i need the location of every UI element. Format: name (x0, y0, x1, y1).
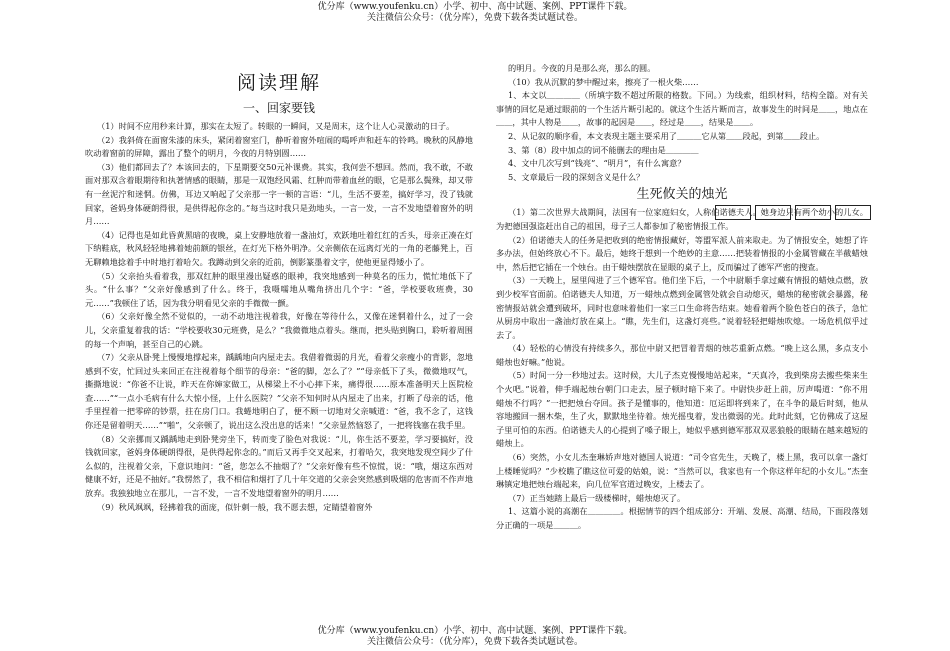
question: 4、文中几次写到“钱亮”、“明月”，有什么寓意？ (508, 158, 686, 169)
page-header (0, 2, 950, 24)
answer-box[interactable] (795, 205, 831, 220)
paragraph: （3）他们都回去了？本该回去的，下星期要交50元补课费。其实，我何尝不想回。然而，我不敢，不敢面对那双含着眼期待和执著情感的眼睛，那是一双饱经风霜、红肿而带着血丝的眼，它是那么鬓殊，却又带有一丝泥泞和迷惘。仿佛，耳边又响起了父亲那一字一顿的言语：“儿，生活不要差，搞好学习，没了钱就回家，爸妈身体硬朗得很，是供得起你念的。”每当这时我只是劲地头，一言一发，一言不发地望着窗外的明月…… (85, 161, 473, 227)
page-footer (0, 626, 950, 648)
paragraph: （5）时间一分一秒地过去。这时候，大儿子杰克慢慢地站起来，“天真冷，我到柴房去搬些柴来生个火吧。”说着，伸手端起烛台朝门口走去，屋子顿时暗下来了。中尉快步赶上前，厉声喝道：“你不用蜡烛不行吗？”一把把烛台夺回。孩子是懂事的，他知道：厄运即将到来了，在斗争的最后时刻，他从容地搬回一捆木柴，生了火，默默地坐待着。烛光摇曳着，发出微弱的光。此时此刻，它仿佛成了这屋子里可怕的东西。伯诺德夫人的心提到了嗓子眼上，她似乎感到德军那双双恶狼般的眼睛在越来越短的蜡烛上。 (496, 370, 868, 449)
question: 3、第（8）段中加点的词不能删去的理由是＿＿＿＿ (508, 144, 699, 155)
paragraph: （10）我从沉默的梦中醒过来，擦亮了一根火柴…… (508, 76, 699, 87)
paragraph: （7）父亲从卧凳上慢慢地撑起来，踽踽地向内屋走去。我借着微弱的月光，看着父亲瘦小的背影，忽地感到不安，忙回过头来回正在注视着每个细节的母亲：“爸的脚，怎么了？”“母亲低下了头，微微地叹气，撕撕地说：“你爸不让说，昨天在你婶家做工，从梯梁上不小心摔下来，痛得很……原本准备明天上医院检查……”“一点小毛病有什么大惊小怪，上什么医院？”父亲不知何时从内屋走了出来，打断了母亲的话，他手里捏着一把零碎的钞票，拄在房门口。我蜷地明白了，便不顾一切地对父亲喊道：“爸，我不念了，这钱你还是留着明天……”“啪”，父亲顿了，说出这么没出息的话来！”父亲显然恼怒了，一把将钱塞在我手里。 (85, 352, 473, 431)
answer-box[interactable] (755, 205, 791, 220)
answer-box[interactable] (715, 205, 751, 220)
paragraph: 的明月。今夜的月是那么亮，那么的圆。 (508, 63, 656, 73)
paragraph: （2）我斜倚在面窗朱漆的床头，紧闭着窗室门，静听着窗外喧闹的喝呼声和赶车的铃鸣。晚秋的风静地吹动着窗前的屏障，露出了整个的明月，今夜的月特别圆…… (85, 134, 473, 159)
question: 1、这篇小说的高潮在＿＿＿＿。根据情节的四个组成部分：开端、发展、高潮、结局，下面段落划分正确的一项是＿＿＿。 (496, 506, 868, 530)
paragraph: （3）一天晚上，屋里闯进了三个德军官。他们坐下后，一个中尉顺手拿过藏有情报的蜡烛点燃，放到少校军官面前。伯诺德夫人知道，万一蜡烛点燃到金属管处就会自动熄灭，蜡烛的秘密就会暴露，秘密情报站就会遭到破坏，同时也意味着他们一家三口生命将告结束。她看着两个脸色苍白的孩子，急忙从厨房中取出一盏油灯放在桌上。“瞧，先生们，这盏灯亮些。”说着轻轻把蜡烛吹熄。一场危机似乎过去了。 (496, 275, 868, 340)
paragraph: （5）父亲抬头看着我，那双红肿的眼里漫出疑惑的眼神，我突地感到一种莫名的压力，慌忙地低下了头。“什么事？”父亲好像感到了什么。终于，我嗫嚅地从嘴角挤出几个字：“爸，学校要收班费，30元……”我顿住了话，因为我分明看见父亲的手微微一颤。 (85, 270, 473, 308)
story2-title: 生死攸关的烛光 (636, 187, 728, 203)
story1-title: 一、回家要钱 (242, 101, 315, 115)
paragraph: （4）轻松的心情没有持续多久，那位中尉又把冒着青烟的烛芯重新点燃。“晚上这么黑，多点支小蜡烛也好嘛。”他说。 (496, 343, 868, 367)
paragraph: （8）父亲挪而又踽踽地走到卧凳旁坐下，转而变了脸色对我说：“儿，你生活不要差，学习要搞好，没钱就回家，爸妈身体硬朗得很，是供得起你念的。”而后又再手交叉起来，打着哈欠，我突地发现空间少了什么似的，注视着父亲，下意识地问：“爸，您怎么不抽烟了？”父亲好像有些不惊慌，说：“哦，烟这东西对健康不好，还是不抽好。”我愣然了，我不相信和烟打了几十年交道的父亲会突然感到吸烟的危害而不作声地放弃。我独独地立在那儿，一言不发，一言不发地望着窗外的明月…… (85, 433, 473, 499)
header-line-1: 优分库（www.youfenku.cn）小学、初中、高中试题、案例、PPT课件下载。 (317, 2, 633, 12)
paragraph: （1）第二次世界大战期间，法国有一位家庭妇女，人称伯诺德夫人。她身边只有两个幼小的儿女。为把德国强盗赶出自己的祖国，母子三人都参加了秘密情报工作。 (496, 207, 868, 231)
answer-boxes (715, 205, 875, 224)
header-line-2: 关注微信公众号：（优分库），免费下载各类试题试卷。 (366, 13, 583, 23)
answer-box[interactable] (835, 205, 871, 220)
question: 5、文章最后一段的深刻含义是什么？ (508, 171, 645, 182)
question: 2、从记叙的顺序看，本文表现主题主要采用了＿＿＿它从第＿＿段起，到第＿＿段止。 (508, 130, 825, 141)
footer-line-2: 关注微信公众号：（优分库），免费下载各类试题试卷。 (366, 637, 583, 647)
paragraph: （9）秋风飒飒，轻拂着我的面庞，似针刺一般，我不愿去想，定睛望着窗外 (97, 501, 373, 512)
paragraph: （7）正当她踏上最后一级楼梯时，蜡烛熄灭了。 (508, 492, 686, 503)
paragraph: （1）时间不应用秒来计算，那实在太短了。转眼的一瞬间，又是周末，这个让人心灵激动的日子。 (97, 121, 455, 131)
left-column (85, 70, 473, 514)
paragraph: （6）突然，小女儿杰奎琳娇声地对德国人说道：“司令官先生，天晚了，楼上黑，我可以拿一盏灯上楼睡觉吗？”少校瞧了瞧这位可爱的姑娘，说：“当然可以，我家也有一个你这样年纪的小女儿。”杰奎琳镇定地把烛台端起来，向几位军官道过晚安，上楼去了。 (496, 452, 868, 490)
paragraph: （6）父亲好像全然不觉似的，一动不动地注视着我，好像在等待什么，又像在迷惘着什么，过了一会儿，父亲重复着我的话：“学校要收30元班费，是么？”我微微地点着头。继而，把头贴到胸口，聆听着周围的每一个声响，甚至自己的心跳。 (85, 311, 473, 349)
paragraph: （2）伯诺德夫人的任务是把收到的绝密情报藏好，等盟军派人前来取走。为了情报安全，她想了许多办法，但始终放心不下。最后，她终于想到一个绝妙的主意……把装着情报的小金属管藏在半截蜡烛中，然后把它插在一个烛台。由于蜡烛摆放在显眼的桌子上，反而骗过了德军严密的搜查。 (496, 234, 868, 272)
page-title: 阅读理解 (236, 72, 321, 94)
paragraph: （4）记得也是如此昏黄黑暗的夜晚，桌上安静地放着一盏油灯，欢跃地吐着红红的舌头，母亲正凑在灯下纳鞋底，秋风轻轻地拂着她前额的银丝，在灯光下格外明净。父亲侧依在远离灯光的一角的老藤凳上，百无聊赖地捻着手中时地打着哈欠。我蹲动到父亲的近前，倒影篆墨着文字，使他更显得矮小了。 (85, 229, 473, 267)
question: 1、本文以＿＿＿＿（所填字数不超过所限的格数。下同。）为线索，组织材料，结构全篇。对有关事情的回忆是通过眼前的一个生活片断引起的。就这个生活片断而言，故事发生的时间是＿＿，地点在＿＿，其中人物是＿＿，故事的起因是＿＿，经过是＿＿，结果是＿＿。 (496, 90, 868, 128)
right-column (496, 62, 868, 533)
footer-line-1: 优分库（www.youfenku.cn）小学、初中、高中试题、案例、PPT课件下载。 (317, 626, 633, 636)
